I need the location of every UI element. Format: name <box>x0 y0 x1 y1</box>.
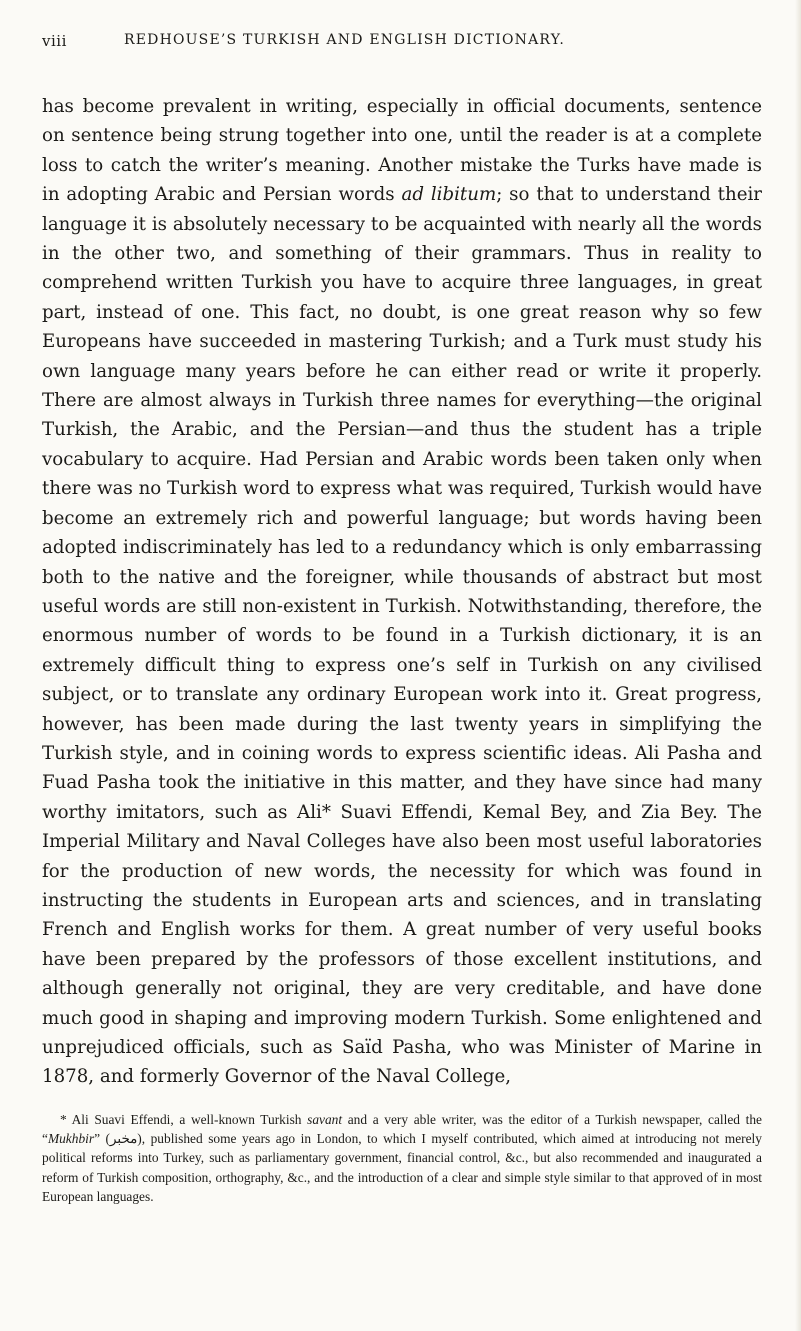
page-edge-shadow <box>795 0 801 1331</box>
italic-mukhbir: Mukhbir <box>47 1131 95 1147</box>
page-header <box>42 32 762 60</box>
footnote-part-1: * Ali Suavi Effendi, a well-known Turkish <box>60 1111 308 1127</box>
book-page <box>42 32 762 1206</box>
footnote-text <box>42 1110 762 1206</box>
italic-savant: savant <box>307 1111 343 1127</box>
footnote-part-3: ” ( <box>94 1131 111 1147</box>
main-paragraph <box>42 92 762 1092</box>
paragraph-text-1: has become prevalent in writing, especially in official documents, sentence on sentence being strung together into one, until the reader is at a complete loss to catch the writer’s meaning. Another mistake the Turks have made is in adopting Arabic and Persian words <box>42 96 762 206</box>
page-number: viii <box>42 32 67 50</box>
italic-ad-libitum: ad libitum <box>401 184 497 206</box>
footnote <box>42 1110 762 1206</box>
arabic-word: مخبر <box>110 1131 138 1147</box>
footnote-part-2: and a very able writer, was the editor of a Turkish newspaper, called the “ <box>42 1111 762 1147</box>
running-title: REDHOUSE’S TURKISH AND ENGLISH DICTIONARY. <box>124 32 566 48</box>
paragraph-text-2: ; so that to understand their language it is absolutely necessary to be acquainted with nearly all the words in the other two, and something of their grammars. Thus in reality to comprehend written Turkish you have to acquire three languages, in great part, instead of one. This fact, no doubt, is one great reason why so few Europeans have succeeded in mastering Turkish; and a Turk must study his own language many years before he can either read or write it properly. There are almost always in Turkish three names for everything—the original Turkish, the Arabic, and the Persian—and thus the student has a triple vocabulary to acquire. Had Persian and Arabic words been taken only when there was no Turkish word to express what was required, Turkish would have become an extremely rich and powerful language; but words having been adopted indiscriminately has led to a redundancy which is only embarrassing both to the native and the foreigner, while thousands of abstract but most useful words are still non-existent in Turkish. Notwithstanding, therefore, the enormous number of words to be found in a Turkish dictionary, it is an extremely difficult thing to express one’s self in Turkish on any civilised subject, or to translate any ordinary European work into it. Great progress, however, has been made during the last twenty years in simplifying the Turkish style, and in coining words to express scientific ideas. Ali Pasha and Fuad Pasha took the initiative in this matter, and they have since had many worthy imitators, such as Ali* Suavi Effendi, Kemal Bey, and Zia Bey. The Imperial Military and Naval Colleges have also been most useful laboratories for the production of new words, the necessity for which was found in instructing the students in European arts and sciences, and in translating French and English works for them. A great number of very useful books have been prepared by the professors of those excellent institutions, and although generally not original, they are very creditable, and have done much good in shaping and improving modern Turkish. Some enlightened and unprejudiced officials, such as Saïd Pasha, who was Minister of Marine in 1878, and formerly Governor of the Naval College, <box>42 184 762 1088</box>
footnote-part-4: ), published some years ago in London, to which I myself contributed, which aimed at introducing not merely political reforms into Turkey, such as parliamentary government, financial control, &c., but also recommended and inaugurated a reform of Turkish composition, orthography, &c., and the introduction of a clear and simple style similar to that approved of in most European languages. <box>42 1131 762 1204</box>
